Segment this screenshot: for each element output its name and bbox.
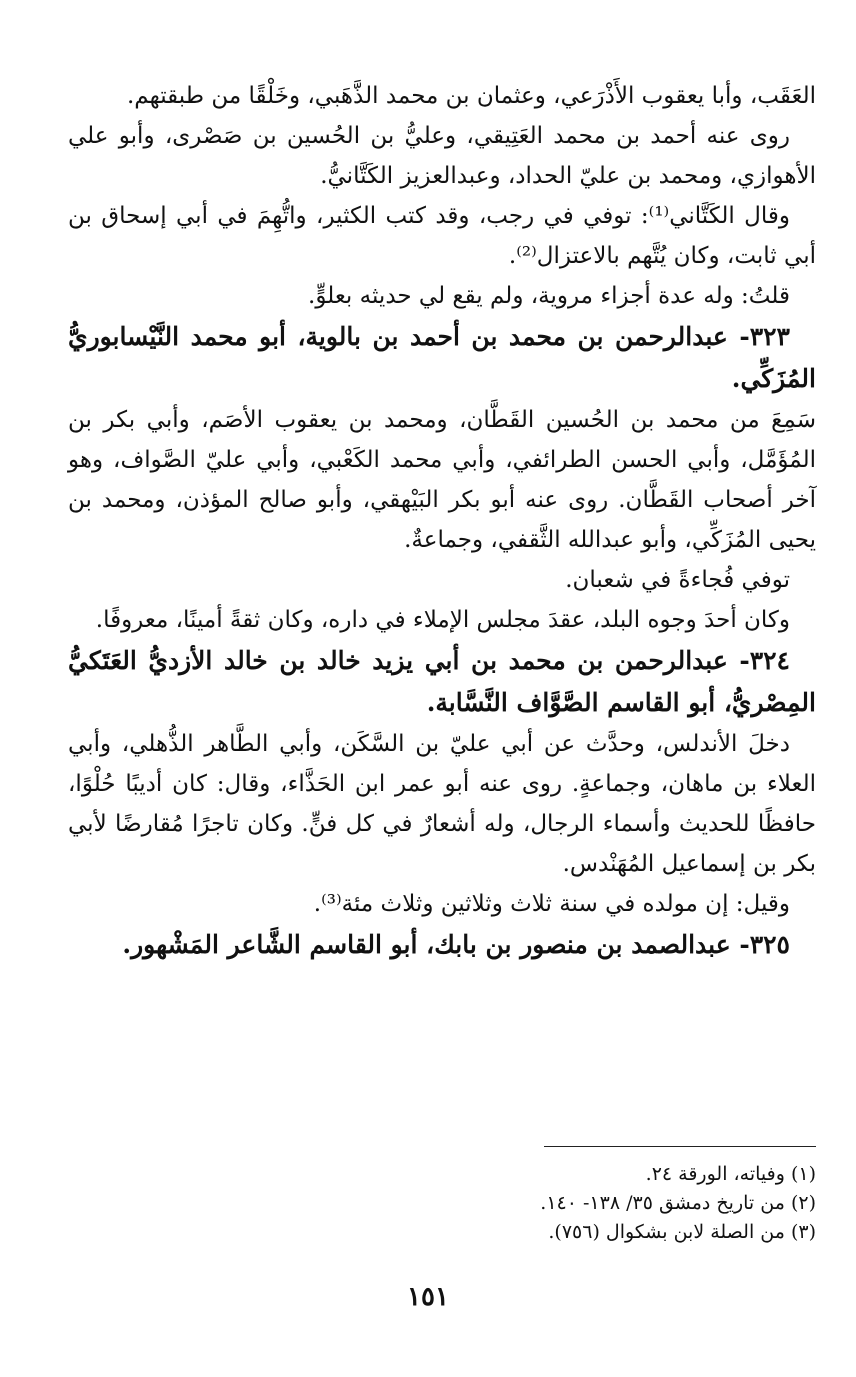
paragraph-2: روى عنه أحمد بن محمد العَتِيقي، وعليُّ بن الحُسين بن صَصْرى، وأبو علي الأهوازي، ومحمد بن عليّ الحداد، وعبدالعزيز الكَتَّانيُّ. — [68, 123, 816, 189]
paragraph-3: وقال الكَتَّاني⁽¹⁾: توفي في رجب، وقد كتب الكثير، واتُّهِمَ في أبي إسحاق بن أبي ثابت، وكان يُتَّهم بالاعتزال⁽²⁾. — [68, 203, 816, 269]
footnote-2: (٢) من تاريخ دمشق ٣٥/ ١٣٨- ١٤٠. — [540, 1192, 816, 1214]
paragraph-1: العَقَب، وأبا يعقوب الأَذْرَعي، وعثمان بن محمد الذَّهَبي، وخَلْقًا من طبقتهم. — [127, 83, 816, 109]
paragraph-7: وكان أحدَ وجوه البلد، عقدَ مجلس الإملاء في داره، وكان ثقةً أمينًا، معروفًا. — [95, 607, 790, 633]
entry-heading-324: ٣٢٤- عبدالرحمن بن محمد بن أبي يزيد خالد بن خالد الأزديُّ العَتَكيُّ المِصْريُّ، أبو القاسم الصَّوَّاف النَّسَّابة. — [68, 646, 816, 717]
page-number: ١٥١ — [407, 1282, 449, 1312]
footnote-divider — [544, 1146, 816, 1147]
paragraph-5: سَمِعَ من محمد بن الحُسين القَطَّان، ومحمد بن يعقوب الأصَم، وأبي بكر بن المُؤَمَّل، وأبي الحسن الطرائفي، وأبي محمد الكَعْبي، وأبي عليّ الصَّواف، وهو آخر أصحاب القَطَّان. روى عنه أبو بكر البَيْهقي، وأبو صالح المؤذن، ومحمد بن يحيى المُزَكِّي، وأبو عبدالله الثَّقفي، وجماعةٌ. — [68, 407, 816, 553]
paragraph-6: توفي فُجاءةً في شعبان. — [565, 567, 790, 593]
entry-heading-325: ٣٢٥- عبدالصمد بن منصور بن بابك، أبو القاسم الشَّاعر المَشْهور. — [122, 930, 790, 959]
paragraph-9: وقيل: إن مولده في سنة ثلاث وثلاثين وثلاث مئة⁽³⁾. — [313, 891, 790, 917]
entry-heading-323: ٣٢٣- عبدالرحمن بن محمد بن أحمد بن بالوية، أبو محمد النَّيْسابوريُّ المُزَكِّي. — [68, 322, 816, 393]
main-text — [68, 76, 816, 966]
paragraph-8: دخلَ الأندلس، وحدَّث عن أبي عليّ بن السَّكَن، وأبي الطَّاهر الذُّهلي، وأبي العلاء بن ماهان، وجماعةٍ. روى عنه أبو عمر ابن الحَذَّاء، وقال: كان أديبًا حُلْوًا، حافظًا للحديث وأسماء الرجال، وله أشعارٌ في كل فنٍّ. وكان تاجرًا مُقارضًا لأبي بكر بن إسماعيل المُهَنْدس. — [68, 731, 816, 877]
footnote-3: (٣) من الصلة لابن بشكوال (٧٥٦). — [548, 1221, 816, 1243]
footnote-1: (١) وفياته، الورقة ٢٤. — [645, 1163, 816, 1185]
footnotes-list — [68, 1160, 816, 1247]
paragraph-4: قلتُ: وله عدة أجزاء مروية، ولم يقع لي حديثه بعلوٍّ. — [308, 283, 790, 309]
